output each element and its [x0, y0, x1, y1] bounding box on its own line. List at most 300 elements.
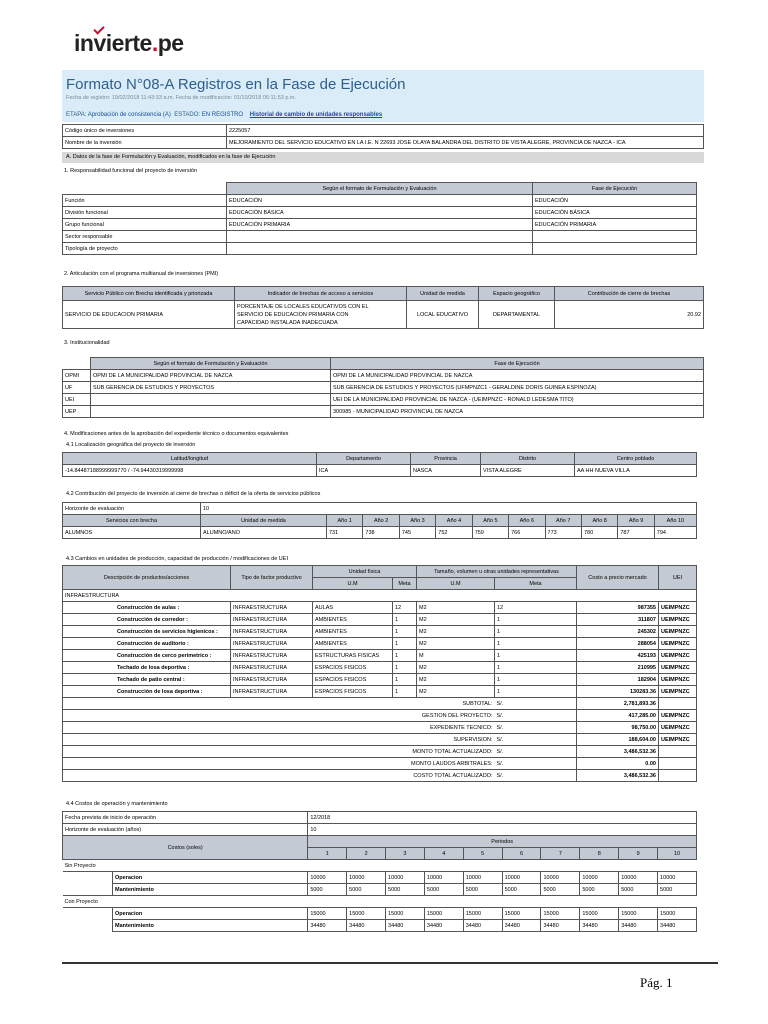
estado-value: EN REGISTRO	[201, 112, 244, 118]
s2-espacio: DEPARTAMENTAL	[479, 301, 555, 329]
brecha-cell: 780	[581, 527, 617, 539]
brecha-cell: 759	[472, 527, 508, 539]
item-u-cell: AMBIENTES	[313, 626, 393, 638]
brecha-cell: 731	[327, 527, 363, 539]
row-label: Operacion	[113, 872, 308, 884]
s4-title: 4. Modificaciones antes de la aprobación del expediente técnico o documentos equivalentes	[64, 431, 289, 437]
table-row	[63, 590, 697, 602]
table-row	[63, 920, 697, 932]
item-u2-cell: M2	[417, 614, 495, 626]
cost-cell: 34480	[424, 920, 463, 932]
item-u2-cell: M	[417, 650, 495, 662]
s3-label: UEP	[63, 406, 91, 418]
total-value: 417,285.00	[577, 710, 659, 722]
total-uei: UEIMPNZC	[659, 710, 697, 722]
table-row	[63, 638, 697, 650]
om-table	[62, 811, 697, 932]
item-c-cell: 130283.36	[577, 686, 659, 698]
brecha-header: Año 8	[581, 515, 617, 527]
group-row	[63, 896, 697, 908]
cost-cell: 5000	[308, 884, 347, 896]
total-uei	[659, 770, 697, 782]
s3-cell: OPMI DE LA MUNICIPALIDAD PROVINCIAL DE NAZCA	[331, 370, 704, 382]
s1-cell: EDUCACIÓN BÁSICA	[533, 207, 697, 219]
s41-title: 4.1 Localización geográfica del proyecto de inversión	[66, 442, 196, 448]
historial-link[interactable]: Historial de cambio de unidades responsables	[249, 112, 383, 118]
s3-cell: SUB GERENCIA DE ESTUDIOS Y PROYECTOS (UFMPNZC1 - GERALDINE DORIS GUINEA ESPINOZA)	[331, 382, 704, 394]
footer-line	[62, 962, 718, 964]
s2-header: Contribución de cierre de brechas	[555, 287, 704, 301]
item-m2-cell: 12	[495, 602, 577, 614]
om-body	[63, 860, 697, 932]
item-m-cell: 1	[393, 674, 417, 686]
total-currency: S/.	[495, 746, 577, 758]
item-d-cell: Construcción de aulas :	[63, 602, 231, 614]
item-d-cell: Construcción de cerco perimetrico :	[63, 650, 231, 662]
brecha-header: Servicios con brecha	[63, 515, 201, 527]
row-label: Mantenimiento	[113, 920, 308, 932]
s3-cell: OPMI DE LA MUNICIPALIDAD PROVINCIAL DE NAZCA	[91, 370, 331, 382]
loc-header: Distrito	[481, 453, 575, 465]
total-row	[63, 698, 697, 710]
item-c-cell: 987355	[577, 602, 659, 614]
s1-label: Función	[63, 195, 227, 207]
invierte-logo: invierte.pe	[74, 30, 184, 57]
s1-cell	[533, 243, 697, 255]
item-t-cell: INFRAESTRUCTURA	[231, 602, 313, 614]
table-row	[63, 207, 697, 219]
table-row	[63, 662, 697, 674]
s1-cell: EDUCACIÓN PRIMARIA	[533, 219, 697, 231]
period-header: 2	[347, 848, 386, 860]
item-m-cell: 1	[393, 686, 417, 698]
item-m2-cell: 1	[495, 662, 577, 674]
table-row	[63, 394, 704, 406]
loc-cell: ICA	[317, 465, 411, 477]
s2-indicador-line: SERVICIO DE EDUCACION PRIMARIA CON	[237, 311, 349, 318]
etapa-label: ETAPA:	[66, 112, 87, 118]
item-d-cell: Construcción de servicios higienicos :	[63, 626, 231, 638]
cost-cell: 10000	[502, 872, 541, 884]
item-m-cell: 1	[393, 626, 417, 638]
costos-label: Costos (soles)	[63, 836, 308, 860]
item-m-cell: 1	[393, 650, 417, 662]
uei-subheader: U.M	[417, 578, 495, 590]
period-header: 5	[463, 848, 502, 860]
table-row	[63, 465, 697, 477]
total-uei	[659, 758, 697, 770]
cost-cell: 10000	[424, 872, 463, 884]
brecha-header: Año 3	[399, 515, 435, 527]
uei-subheader: U.M	[313, 578, 393, 590]
table-row	[63, 872, 697, 884]
indent-cell	[63, 884, 113, 896]
total-label: EXPEDIENTE TECNICO:	[63, 722, 495, 734]
loc-table	[62, 452, 697, 477]
item-e-cell: UEIMPNZC	[659, 626, 697, 638]
cost-cell: 15000	[502, 908, 541, 920]
item-e-cell: UEIMPNZC	[659, 686, 697, 698]
page-number: Pág. 1	[640, 975, 673, 990]
cost-cell: 34480	[619, 920, 658, 932]
total-uei	[659, 698, 697, 710]
total-currency: S/.	[495, 770, 577, 782]
table-row	[63, 602, 697, 614]
nombre-label: Nombre de la inversión	[63, 137, 227, 149]
table-row	[63, 527, 697, 539]
s3-cell	[91, 394, 331, 406]
item-t-cell: INFRAESTRUCTURA	[231, 662, 313, 674]
item-e-cell: UEIMPNZC	[659, 638, 697, 650]
s1-label: Grupo funcional	[63, 219, 227, 231]
group-row	[63, 860, 697, 872]
s3-label: UEI	[63, 394, 91, 406]
cost-cell: 34480	[502, 920, 541, 932]
etapa-value: Aprobación de consistencia (A)	[87, 112, 171, 118]
table-row	[63, 406, 704, 418]
table-row	[63, 382, 704, 394]
s3-title: 3. Institucionalidad	[64, 340, 110, 346]
brecha-cell: 787	[618, 527, 654, 539]
item-u-cell: AMBIENTES	[313, 638, 393, 650]
cost-cell: 34480	[658, 920, 697, 932]
uei-header: Costo a precio mercado	[577, 566, 659, 590]
loc-header: Latitud/longitud	[63, 453, 317, 465]
s42-title: 4.2 Contribución del proyecto de inversión al cierre de brechas o déficit de la oferta de servicios públicos	[66, 491, 321, 497]
cost-cell: 15000	[463, 908, 502, 920]
total-currency: S/.	[495, 698, 577, 710]
codigo-label: Código único de inversiones	[63, 125, 227, 137]
item-u2-cell: M2	[417, 662, 495, 674]
period-header: 4	[424, 848, 463, 860]
total-label: GESTION DEL PROYECTO:	[63, 710, 495, 722]
horizonte-value: 10	[201, 503, 697, 515]
group-label: Sin Proyecto	[63, 860, 697, 872]
brecha-cell: 738	[363, 527, 399, 539]
s2-unidad: LOCAL EDUCATIVO	[407, 301, 479, 329]
period-header: 9	[619, 848, 658, 860]
uei-header: Descripción de productos/acciones	[63, 566, 231, 590]
cost-cell: 10000	[308, 872, 347, 884]
horiz-value: 10	[308, 824, 697, 836]
section-a-band: A. Datos de la fase de Formulación y Evaluación, modificados en la fase de Ejecución	[62, 152, 704, 163]
cost-cell: 15000	[308, 908, 347, 920]
table-row	[63, 908, 697, 920]
item-d-cell: Techado de losa deportiva :	[63, 662, 231, 674]
s2-indicador-line: CAPACIDAD INSTALADA INADECUADA	[237, 319, 338, 326]
item-e-cell: UEIMPNZC	[659, 602, 697, 614]
s1-cell	[227, 231, 533, 243]
item-e-cell: UEIMPNZC	[659, 674, 697, 686]
cost-cell: 15000	[541, 908, 580, 920]
s3-empty	[63, 358, 91, 370]
total-value: 3,486,532.36	[577, 770, 659, 782]
item-t-cell: INFRAESTRUCTURA	[231, 638, 313, 650]
totals-body	[63, 698, 697, 782]
cost-cell: 34480	[386, 920, 425, 932]
total-value: 2,781,893.36	[577, 698, 659, 710]
horiz-label: Horizonte de evaluación (años)	[63, 824, 308, 836]
loc-cell: VISTA ALEGRE	[481, 465, 575, 477]
table-row	[63, 219, 697, 231]
uei-header: Tipo de factor productivo	[231, 566, 313, 590]
s1-col2: Fase de Ejecución	[533, 183, 697, 195]
cost-cell: 10000	[386, 872, 425, 884]
loc-cell: NASCA	[411, 465, 481, 477]
loc-cell: -14.84487188999999770 / -74.94430319999998	[63, 465, 317, 477]
infra-label: INFRAESTRUCTURA	[63, 590, 697, 602]
uei-header: Unidad física	[313, 566, 417, 578]
cost-cell: 10000	[580, 872, 619, 884]
s1-cell	[227, 243, 533, 255]
s2-contribucion: 20.92	[555, 301, 704, 329]
cost-cell: 5000	[658, 884, 697, 896]
total-currency: S/.	[495, 722, 577, 734]
item-m-cell: 1	[393, 638, 417, 650]
item-t-cell: INFRAESTRUCTURA	[231, 614, 313, 626]
cost-cell: 5000	[386, 884, 425, 896]
brecha-cell: 773	[545, 527, 581, 539]
s3-cell: SUB GERENCIA DE ESTUDIOS Y PROYECTOS	[91, 382, 331, 394]
item-c-cell: 245302	[577, 626, 659, 638]
s3-cell: 300985 - MUNICIPALIDAD PROVINCIAL DE NAZCA	[331, 406, 704, 418]
item-m2-cell: 1	[495, 638, 577, 650]
uei-subheader: Meta	[495, 578, 577, 590]
cost-cell: 10000	[463, 872, 502, 884]
item-e-cell: UEIMPNZC	[659, 662, 697, 674]
item-c-cell: 311807	[577, 614, 659, 626]
estado-label: ESTADO:	[174, 112, 201, 118]
s2-servicio: SERVICIO DE EDUCACION PRIMARIA	[63, 301, 235, 329]
s3-label: OPMI	[63, 370, 91, 382]
loc-header: Departamento	[317, 453, 411, 465]
total-currency: S/.	[495, 734, 577, 746]
total-label: SUPERVISION:	[63, 734, 495, 746]
s3-cell: UEI DE LA MUNICIPALIDAD PROVINCIAL DE NAZCA - (UEIMPNZC - RONALD LEDESMA TITO)	[331, 394, 704, 406]
item-u-cell: ESPACIOS FISICOS	[313, 662, 393, 674]
total-row	[63, 734, 697, 746]
fecha-label: Fecha prevista de inicio de operación	[63, 812, 308, 824]
s2-table	[62, 286, 704, 329]
record-dates: Fecha de registro: 19/02/2018 11:43:33 a.m. Fecha de modificación: 01/10/2018 06:11:53 p.m.	[66, 95, 297, 101]
indent-cell	[63, 908, 113, 920]
cost-cell: 5000	[541, 884, 580, 896]
table-row	[63, 626, 697, 638]
total-value: 98,750.00	[577, 722, 659, 734]
cost-cell: 5000	[580, 884, 619, 896]
s2-indicador-line: PORCENTAJE DE LOCALES EDUCATIVOS CON EL	[237, 303, 369, 310]
item-m2-cell: 1	[495, 614, 577, 626]
total-value: 0.00	[577, 758, 659, 770]
periodos-label: Periodos	[308, 836, 697, 848]
s1-cell: EDUCACIÓN	[227, 195, 533, 207]
cost-cell: 15000	[658, 908, 697, 920]
item-u-cell: ESTRUCTURAS FISICAS	[313, 650, 393, 662]
indent-cell	[63, 920, 113, 932]
item-c-cell: 425193	[577, 650, 659, 662]
brecha-header: Año 2	[363, 515, 399, 527]
item-m2-cell: 1	[495, 650, 577, 662]
total-label: SUBTOTAL:	[63, 698, 495, 710]
cost-cell: 34480	[347, 920, 386, 932]
item-u2-cell: M2	[417, 638, 495, 650]
brecha-header: Año 7	[545, 515, 581, 527]
item-m2-cell: 1	[495, 686, 577, 698]
total-label: MONTO TOTAL ACTUALIZADO:	[63, 746, 495, 758]
total-row	[63, 758, 697, 770]
total-label: MONTO LAUDOS ARBITRALES:	[63, 758, 495, 770]
s3-table	[62, 357, 704, 418]
items-body	[63, 602, 697, 698]
uei-table	[62, 565, 697, 782]
cost-cell: 34480	[580, 920, 619, 932]
item-t-cell: INFRAESTRUCTURA	[231, 674, 313, 686]
table-row	[63, 231, 697, 243]
brecha-cell: 745	[399, 527, 435, 539]
table-row	[63, 370, 704, 382]
period-header: 1	[308, 848, 347, 860]
s2-indicador	[235, 301, 407, 329]
cost-cell: 34480	[541, 920, 580, 932]
brecha-cell: 752	[436, 527, 472, 539]
table-row	[63, 650, 697, 662]
item-m2-cell: 1	[495, 674, 577, 686]
period-header: 8	[580, 848, 619, 860]
id-table	[62, 124, 704, 149]
brecha-table	[62, 502, 697, 539]
s1-cell	[533, 231, 697, 243]
period-header: 6	[502, 848, 541, 860]
total-row	[63, 746, 697, 758]
item-u2-cell: M2	[417, 602, 495, 614]
item-e-cell: UEIMPNZC	[659, 614, 697, 626]
s2-header: Indicador de brechas de acceso a servicios	[235, 287, 407, 301]
s3-col1: Según el formato de Formulación y Evaluación	[91, 358, 331, 370]
nombre-value: MEJORAMIENTO DEL SERVICIO EDUCATIVO EN LA I.E. N 22693 JOSE OLAYA BALANDRA DEL DISTRITO DE VISTA ALEGRE, PROVINCIA DE NAZCA - ICA	[227, 137, 704, 149]
s3-cell	[91, 406, 331, 418]
item-u-cell: ESPACIOS FISICOS	[313, 674, 393, 686]
cost-cell: 10000	[619, 872, 658, 884]
brecha-cell: 766	[509, 527, 545, 539]
s1-label: Sector responsable	[63, 231, 227, 243]
item-c-cell: 210995	[577, 662, 659, 674]
total-uei: UEIMPNZC	[659, 722, 697, 734]
brecha-cell: ALUMNO/ANO	[201, 527, 327, 539]
total-uei: UEIMPNZC	[659, 734, 697, 746]
indent-cell	[63, 872, 113, 884]
uei-subheader: Meta	[393, 578, 417, 590]
cost-cell: 15000	[386, 908, 425, 920]
cost-cell: 5000	[502, 884, 541, 896]
item-c-cell: 182904	[577, 674, 659, 686]
row-label: Mantenimiento	[113, 884, 308, 896]
s1-label: Tipología de proyecto	[63, 243, 227, 255]
cost-cell: 15000	[619, 908, 658, 920]
cost-cell: 5000	[619, 884, 658, 896]
row-label: Operacion	[113, 908, 308, 920]
cost-cell: 5000	[424, 884, 463, 896]
brecha-header: Año 4	[436, 515, 472, 527]
table-row	[63, 674, 697, 686]
s2-header: Espacio geográfico	[479, 287, 555, 301]
table-row	[63, 243, 697, 255]
brecha-header: Año 6	[509, 515, 545, 527]
total-row	[63, 722, 697, 734]
cost-cell: 15000	[580, 908, 619, 920]
table-row	[63, 301, 704, 329]
s1-title: 1. Responsabilidad funcional del proyecto de inversión	[64, 168, 198, 174]
item-u2-cell: M2	[417, 626, 495, 638]
s3-col2: Fase de Ejecución	[331, 358, 704, 370]
item-m-cell: 12	[393, 602, 417, 614]
cost-cell: 10000	[347, 872, 386, 884]
s2-header: Servicio Público con Brecha identificada y priorizada	[63, 287, 235, 301]
item-t-cell: INFRAESTRUCTURA	[231, 686, 313, 698]
loc-header: Centro poblado	[575, 453, 697, 465]
table-row	[63, 195, 697, 207]
total-currency: S/.	[495, 758, 577, 770]
item-d-cell: Construcción de corredor :	[63, 614, 231, 626]
total-label: COSTO TOTAL ACTUALIZADO:	[63, 770, 495, 782]
s1-empty	[63, 183, 227, 195]
item-t-cell: INFRAESTRUCTURA	[231, 650, 313, 662]
s1-cell: EDUCACIÓN	[533, 195, 697, 207]
horizonte-label: Horizonte de evaluación	[63, 503, 201, 515]
s1-label: División funcional	[63, 207, 227, 219]
s44-title: 4.4 Costos de operación y mantenimiento	[66, 801, 168, 807]
item-u2-cell: M2	[417, 674, 495, 686]
item-m-cell: 1	[393, 614, 417, 626]
item-c-cell: 288054	[577, 638, 659, 650]
period-header: 10	[658, 848, 697, 860]
total-currency: S/.	[495, 710, 577, 722]
item-e-cell: UEIMPNZC	[659, 650, 697, 662]
codigo-value: 2225057	[227, 125, 704, 137]
total-uei	[659, 746, 697, 758]
brecha-header: Año 5	[472, 515, 508, 527]
item-u-cell: AMBIENTES	[313, 614, 393, 626]
period-header: 7	[541, 848, 580, 860]
table-row	[63, 884, 697, 896]
item-u-cell: ESPACIOS FISICOS	[313, 686, 393, 698]
brecha-cell: ALUMNOS	[63, 527, 201, 539]
cost-cell: 10000	[658, 872, 697, 884]
brecha-header: Unidad de medida	[201, 515, 327, 527]
item-u2-cell: M2	[417, 686, 495, 698]
item-d-cell: Construcción de auditorio :	[63, 638, 231, 650]
s1-col1: Según el formato de Formulación y Evaluación	[227, 183, 533, 195]
total-value: 3,486,532.36	[577, 746, 659, 758]
table-row	[63, 614, 697, 626]
item-m2-cell: 1	[495, 626, 577, 638]
cost-cell: 5000	[463, 884, 502, 896]
item-d-cell: Construcción de losa deportiva :	[63, 686, 231, 698]
item-t-cell: INFRAESTRUCTURA	[231, 626, 313, 638]
page-title: Formato N°08-A Registros en la Fase de Ejecución	[66, 76, 406, 93]
brecha-header: Año 9	[618, 515, 654, 527]
total-row	[63, 770, 697, 782]
s2-header: Unidad de medida	[407, 287, 479, 301]
loc-header: Provincia	[411, 453, 481, 465]
cost-cell: 10000	[541, 872, 580, 884]
item-u-cell: AULAS	[313, 602, 393, 614]
brecha-header: Año 10	[654, 515, 696, 527]
cost-cell: 15000	[424, 908, 463, 920]
s2-title: 2. Articulación con el programa multianual de inversiones (PMI)	[64, 271, 219, 277]
s3-label: UF	[63, 382, 91, 394]
etapa-row	[66, 112, 382, 118]
period-header: 3	[386, 848, 425, 860]
